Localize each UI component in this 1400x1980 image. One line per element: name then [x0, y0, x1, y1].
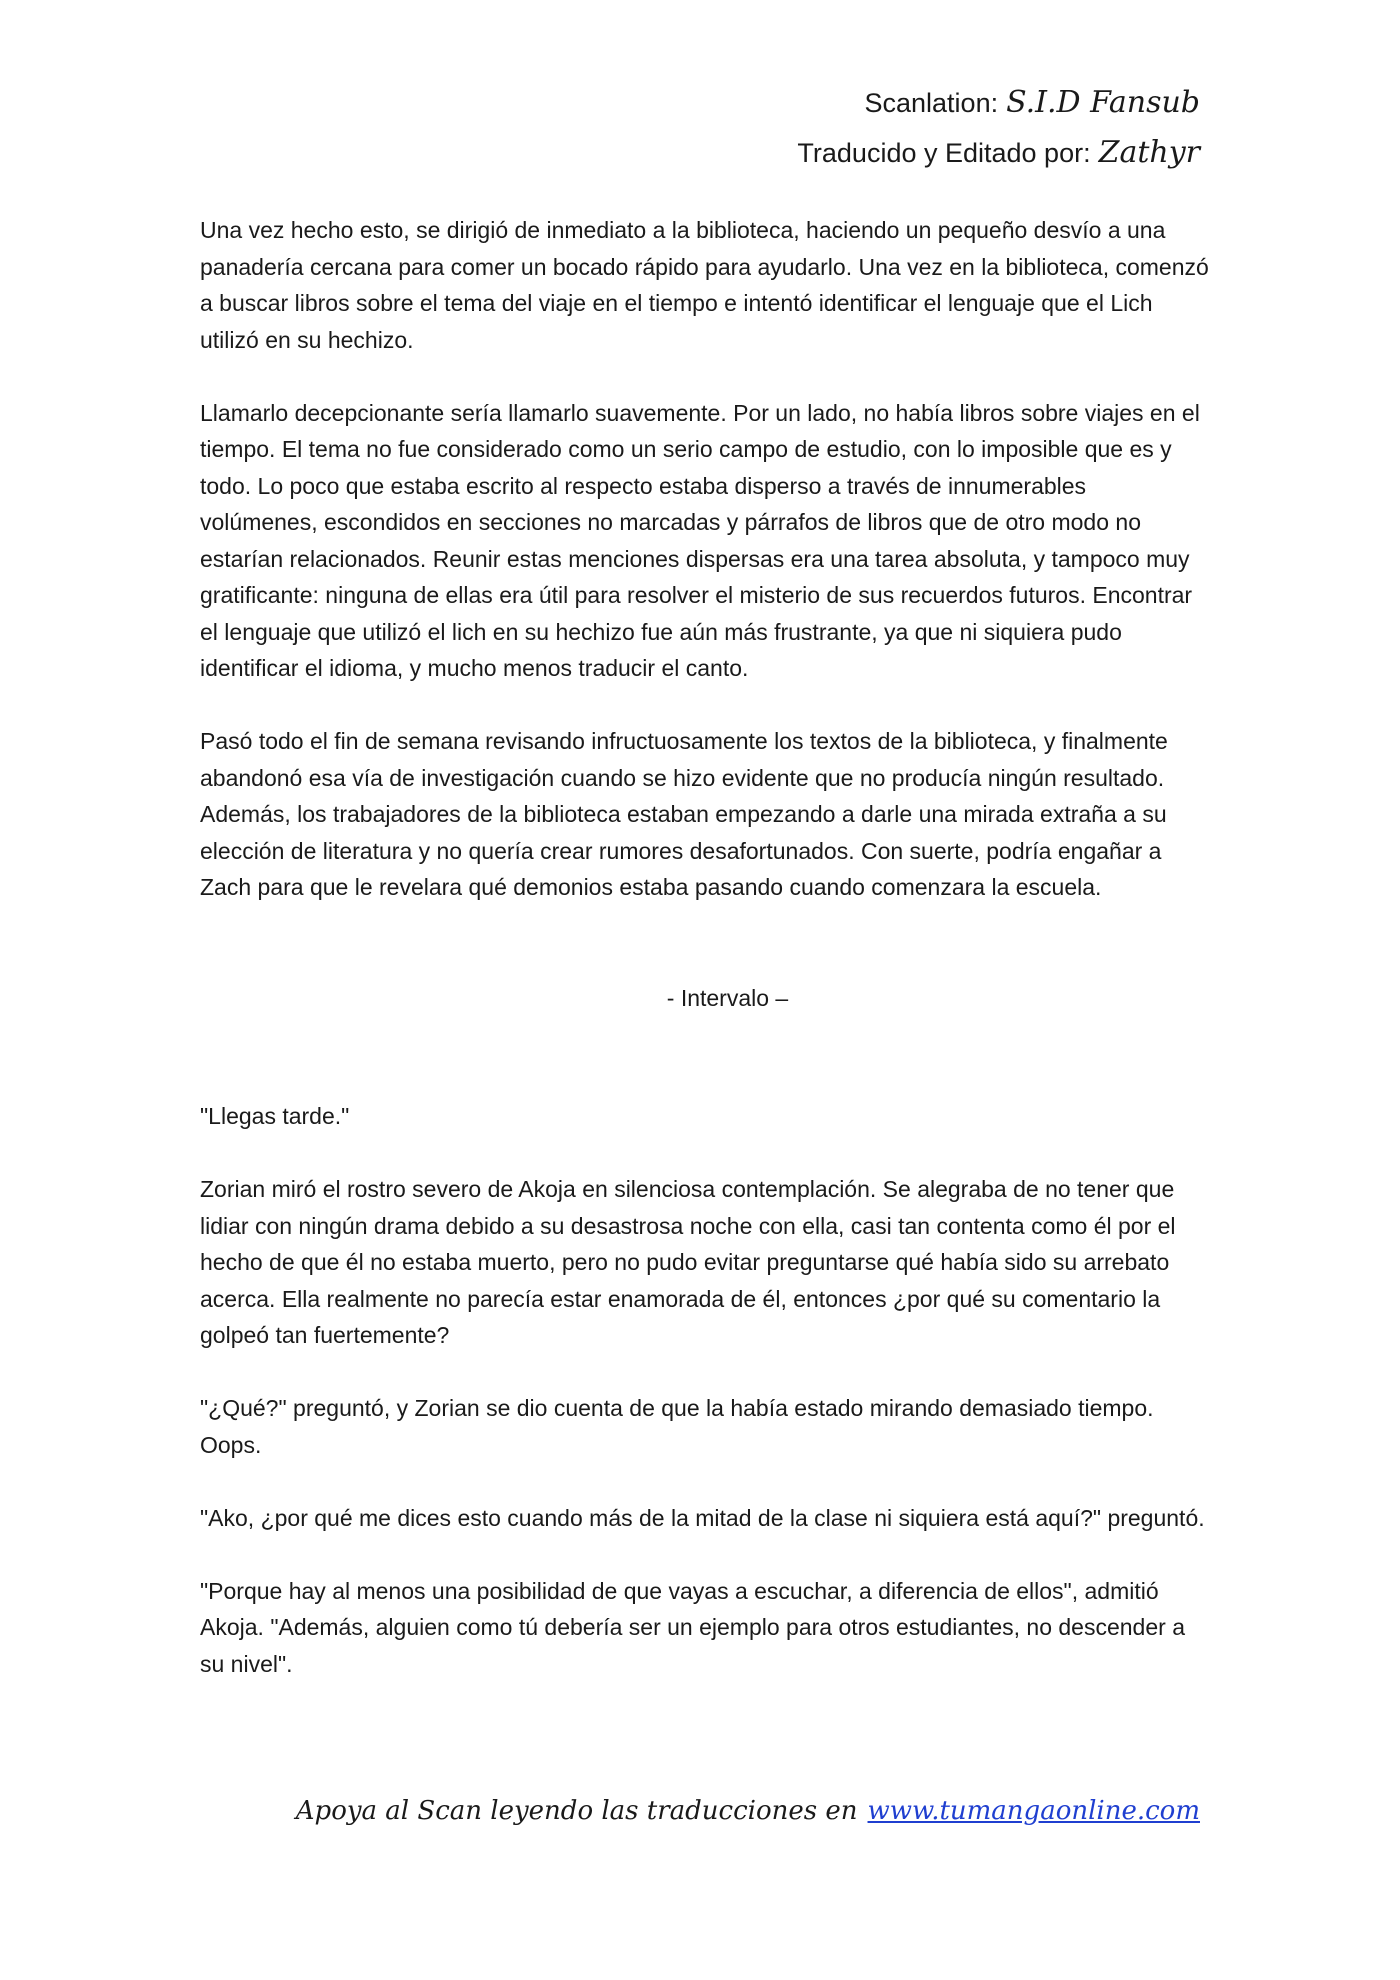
footer-text: Apoya al Scan leyendo las traducciones en	[295, 1796, 858, 1826]
scanlation-group: S.I.D Fansub	[1006, 85, 1200, 120]
scanlation-label: Scanlation:	[864, 88, 999, 118]
paragraph: "¿Qué?" preguntó, y Zorian se dio cuenta de que la había estado mirando demasiado tiempo. Oops.	[200, 1395, 1154, 1458]
paragraph: "Ako, ¿por qué me dices esto cuando más de la mitad de la clase ni siquiera está aquí?" preguntó.	[200, 1504, 1205, 1531]
scanlation-credit	[797, 85, 1200, 138]
section-spacer	[200, 1016, 1210, 1098]
paragraph: Zorian miró el rostro severo de Akoja en silenciosa contemplación. Se alegraba de no tener que lidiar con ningún drama debido a su desastrosa noche con ella, casi tan contenta como él por el hecho de que él no estaba muerto, pero no pudo evitar preguntarse qué había sido su arrebato acerca. Ella realmente no parecía estar enamorada de él, entonces ¿por qué su comentario la golpeó tan fuertemente?	[200, 1176, 1176, 1348]
site-link[interactable]: www.tumangaonline.com	[867, 1796, 1200, 1826]
support-footer	[296, 1796, 1200, 1826]
translator-name: Zathyr	[1098, 135, 1200, 170]
body-text	[200, 212, 1210, 1719]
translator-credit	[797, 135, 1200, 188]
paragraph: "Llegas tarde."	[200, 1103, 350, 1129]
credits-header	[797, 85, 1200, 188]
section-break: - Intervalo –	[666, 984, 789, 1011]
paragraph: Llamarlo decepcionante sería llamarlo suavemente. Por un lado, no había libros sobre viajes en el tiempo. El tema no fue considerado como un serio campo de estudio, con lo imposible que es y todo. Lo poco que estaba escrito al respecto estaba disperso a través de innumerables volúmenes, escondidos en secciones no marcadas y párrafos de libros que de otro modo no estarían relacionados. Reunir estas menciones dispersas era una tarea absoluta, y tampoco muy gratificante: ninguna de ellas era útil para resolver el misterio de sus recuerdos futuros. Encontrar el lenguaje que utilizó el lich en su hechizo fue aún más frustrante, ya que ni siquiera pudo identificar el idioma, y mucho menos traducir el canto.	[200, 399, 1200, 681]
translator-label: Traducido y Editado por:	[797, 138, 1091, 168]
paragraph: Una vez hecho esto, se dirigió de inmediato a la biblioteca, haciendo un pequeño desvío a una panadería cercana para comer un bocado rápido para ayudarlo. Una vez en la biblioteca, comenzó a buscar libros sobre el tema del viaje en el tiempo e intentó identificar el lenguaje que el Lich utilizó en su hechizo.	[200, 217, 1209, 353]
paragraph: Pasó todo el fin de semana revisando infructuosamente los textos de la biblioteca, y finalmente abandonó esa vía de investigación cuando se hizo evidente que no producía ningún resultado. Además, los trabajadores de la biblioteca estaban empezando a darle una mirada extraña a su elección de literatura y no quería crear rumores desafortunados. Con suerte, podría engañar a Zach para que le revelara qué demonios estaba pasando cuando comenzara la escuela.	[200, 728, 1168, 900]
paragraph: "Porque hay al menos una posibilidad de que vayas a escuchar, a diferencia de ellos", admitió Akoja. "Además, alguien como tú debería ser un ejemplo para otros estudiantes, no descender a su nivel".	[200, 1577, 1185, 1677]
